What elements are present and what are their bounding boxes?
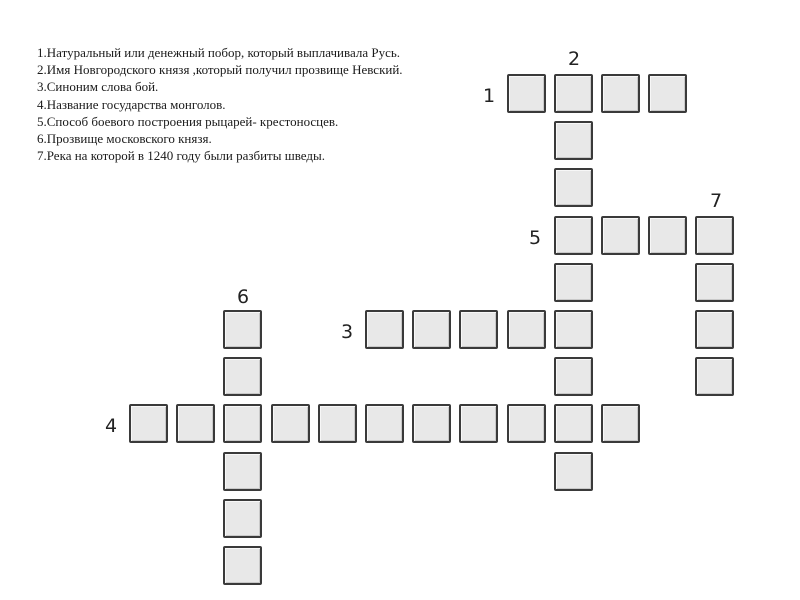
word-number-5: 5 bbox=[528, 227, 542, 249]
crossword-cell[interactable] bbox=[554, 168, 593, 207]
crossword-cell[interactable] bbox=[507, 310, 546, 349]
word-number-3: 3 bbox=[340, 321, 354, 343]
clue-1: 1.Натуральный или денежный побор, который выплачивала Русь. bbox=[37, 45, 401, 60]
crossword-cell[interactable] bbox=[459, 404, 498, 443]
crossword-cell[interactable] bbox=[601, 216, 640, 255]
crossword-cell[interactable] bbox=[601, 74, 640, 113]
word-number-6: 6 bbox=[236, 286, 250, 308]
crossword-cell[interactable] bbox=[129, 404, 168, 443]
crossword-cell[interactable] bbox=[507, 404, 546, 443]
crossword-cell[interactable] bbox=[554, 452, 593, 491]
crossword-cell[interactable] bbox=[554, 404, 593, 443]
crossword-cell[interactable] bbox=[223, 452, 262, 491]
crossword-cell[interactable] bbox=[554, 263, 593, 302]
crossword-cell[interactable] bbox=[507, 74, 546, 113]
crossword-cell[interactable] bbox=[695, 263, 734, 302]
crossword-cell[interactable] bbox=[223, 499, 262, 538]
crossword-cell[interactable] bbox=[554, 74, 593, 113]
crossword-cell[interactable] bbox=[176, 404, 215, 443]
crossword-cell[interactable] bbox=[412, 404, 451, 443]
clue-3: 3.Синоним слова бой. bbox=[37, 79, 159, 95]
crossword-cell[interactable] bbox=[223, 357, 262, 396]
clue-2: 2.Имя Новгородского князя ,который получил прозвище Невский. bbox=[37, 62, 403, 78]
crossword-cell[interactable] bbox=[648, 74, 687, 113]
crossword-cell[interactable] bbox=[554, 357, 593, 396]
crossword-cell[interactable] bbox=[223, 310, 262, 349]
word-number-7: 7 bbox=[709, 190, 723, 212]
clue-7: 7.Река на которой в 1240 году были разбиты шведы. bbox=[37, 148, 325, 164]
crossword-cell[interactable] bbox=[223, 404, 262, 443]
crossword-cell[interactable] bbox=[554, 310, 593, 349]
crossword-cell[interactable] bbox=[554, 121, 593, 160]
word-number-4: 4 bbox=[104, 415, 118, 437]
crossword-cell[interactable] bbox=[601, 404, 640, 443]
crossword-cell[interactable] bbox=[365, 310, 404, 349]
crossword-cell[interactable] bbox=[459, 310, 498, 349]
crossword-cell[interactable] bbox=[695, 357, 734, 396]
crossword-cell[interactable] bbox=[223, 546, 262, 585]
crossword-cell[interactable] bbox=[648, 216, 687, 255]
crossword-cell[interactable] bbox=[271, 404, 310, 443]
crossword-cell[interactable] bbox=[365, 404, 404, 443]
clue-5: 5.Способ боевого построения рыцарей- крестоносцев. bbox=[37, 113, 339, 129]
crossword-cell[interactable] bbox=[412, 310, 451, 349]
clue-6: 6.Прозвище московского князя. bbox=[37, 131, 212, 147]
word-number-2: 2 bbox=[567, 48, 581, 70]
word-number-1: 1 bbox=[482, 85, 496, 107]
crossword-cell[interactable] bbox=[318, 404, 357, 443]
crossword-cell[interactable] bbox=[695, 216, 734, 255]
crossword-cell[interactable] bbox=[554, 216, 593, 255]
crossword-cell[interactable] bbox=[695, 310, 734, 349]
clue-4: 4.Название государства монголов. bbox=[37, 96, 226, 112]
